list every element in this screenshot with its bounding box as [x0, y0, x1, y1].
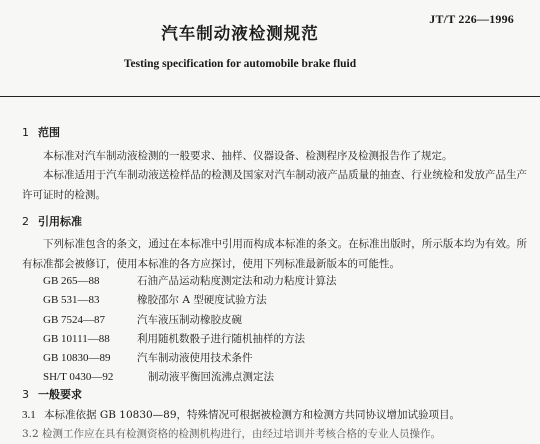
reference-title: 石油产品运动粘度测定法和动力粘度计算法 — [137, 275, 337, 287]
paragraph: 下列标准包含的条文，通过在本标准中引用而构成本标准的条文。在标准出版时，所示版本均为有效。所有标准都会被修订，使用本标准的各方应探讨，使用下列标准最新版本的可能性。 — [22, 238, 527, 270]
paragraph: 本标准对汽车制动液检测的一般要求、抽样、仪器设备、检测程序及检测报告作了规定。 — [43, 150, 453, 162]
clause-text: 本标准依据 GB 10830—89，特殊情况可根据被检测方和检测方共同协议增加试验项目。 — [44, 409, 461, 421]
reference-code: GB 7524—87 — [43, 314, 106, 326]
clause-text: 检测工作应在具有检测资格的检测机构进行，由经过培训并考核合格的专业人员操作。 — [42, 428, 442, 440]
section-heading-normative-references — [22, 213, 82, 229]
section-heading-scope — [22, 124, 60, 140]
reference-item — [43, 367, 274, 387]
reference-title: 利用随机数骰子进行随机抽样的方法 — [137, 333, 305, 345]
section-title: 一般要求 — [38, 388, 82, 401]
reference-item — [43, 348, 253, 368]
reference-title: 汽车制动液使用技术条件 — [137, 352, 253, 364]
document-title: 汽车制动液检测规范 — [161, 24, 319, 43]
section-title: 引用标准 — [38, 215, 82, 228]
reference-title: 汽车液压制动橡胶皮碗 — [137, 314, 242, 326]
clause-item-partial — [22, 424, 527, 440]
standard-code: JT/T 226—1996 — [429, 12, 514, 26]
reference-title: 制动液平衡回流沸点测定法 — [148, 371, 274, 383]
reference-code: GB 531—83 — [43, 294, 100, 306]
section-number: 3 — [22, 388, 29, 401]
clause-number: 3.1 — [22, 409, 36, 421]
reference-item — [43, 329, 305, 349]
reference-item — [43, 310, 242, 330]
section-number: 2 — [22, 215, 29, 228]
clause-item — [22, 405, 527, 425]
reference-title: 橡胶邵尔 A 型硬度试验方法 — [137, 294, 267, 306]
section-number: 1 — [22, 126, 29, 139]
paragraph: 本标准适用于汽车制动液送检样品的检测及国家对汽车制动液产品质量的抽查、行业统检和发放产品生产许可证时的检测。 — [22, 169, 527, 201]
reference-code: GB 265—88 — [43, 275, 100, 287]
header-divider — [0, 96, 540, 97]
clause-number: 3.2 — [22, 428, 39, 440]
reference-code: GB 10111—88 — [43, 333, 110, 345]
section-title: 范围 — [38, 126, 60, 139]
reference-item — [43, 271, 337, 291]
reference-code: GB 10830—89 — [43, 352, 111, 364]
reference-item — [43, 290, 267, 310]
document-title-english: Testing specification for automobile brake fluid — [123, 58, 357, 70]
reference-code: SH/T 0430—92 — [43, 371, 114, 383]
section-heading-general-requirements — [22, 386, 82, 402]
